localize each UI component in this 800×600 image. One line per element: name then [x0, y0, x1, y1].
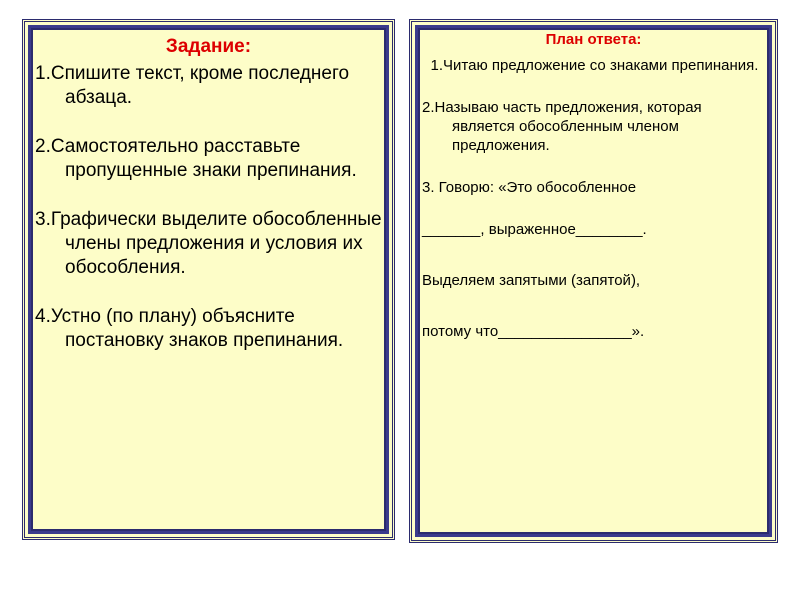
plan-item-2: 2.Называю часть предложения, которая является обособленным членом предложения.: [422, 99, 702, 154]
plan-item-1: 1.Читаю предложение со знаками препинания.: [430, 57, 759, 74]
plan-item-3-commas: Выделяем запятыми (запятой),: [422, 272, 641, 289]
plan-item-3-reason: потому что________________».: [422, 323, 645, 340]
task-item-2: 2.Самостоятельно расставьте пропущенные знаки препинания.: [35, 136, 357, 181]
task-item-1: 1.Спишите текст, кроме последнего абзаца.: [35, 63, 350, 108]
answer-plan-title: План ответа:: [545, 31, 642, 48]
answer-plan-list: [422, 56, 767, 364]
answer-plan-panel: [409, 19, 778, 543]
plan-item-3: 3. Говорю: «Это обособленное: [422, 179, 637, 196]
task-panel: [22, 19, 395, 540]
task-list: [35, 62, 384, 378]
task-title: Задание:: [165, 36, 252, 57]
task-item-3: 3.Графически выделите обособленные члены предложения и условия их обособления.: [35, 209, 382, 278]
plan-item-3-blank: _______, выраженное________.: [422, 221, 647, 238]
task-item-4: 4.Устно (по плану) объясните постановку знаков препинания.: [35, 306, 344, 351]
